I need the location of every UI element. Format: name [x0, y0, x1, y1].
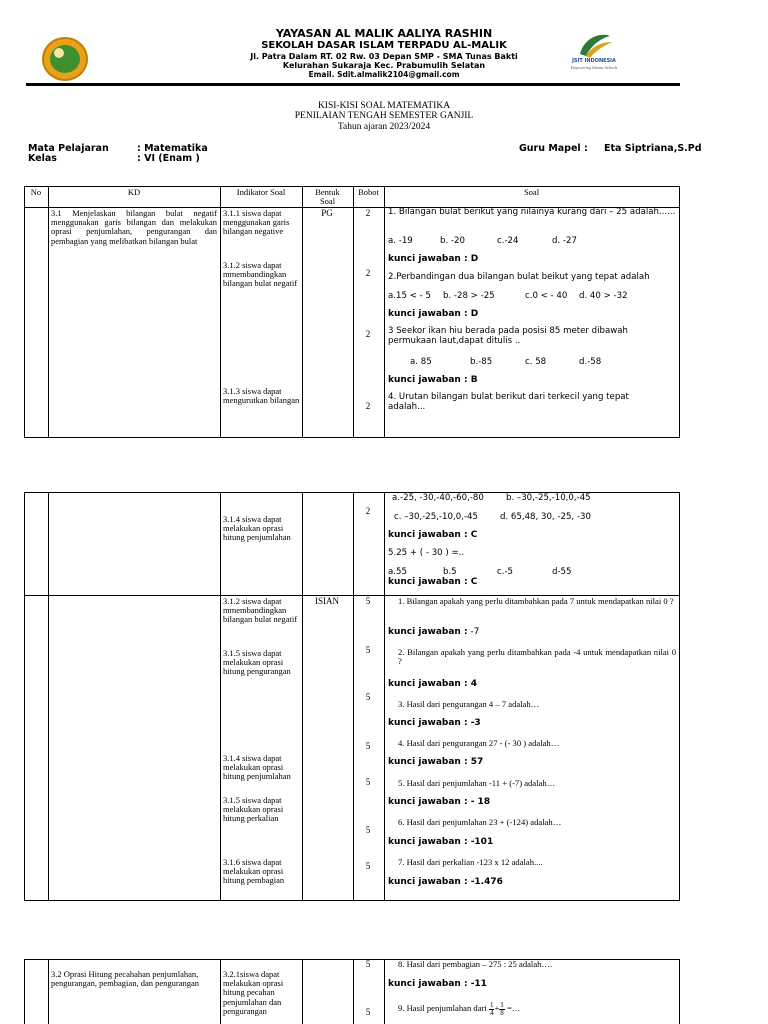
indikator-3-1-4: 3.1.4 siswa dapat melakukan oprasi hitung penjumlahan: [223, 753, 291, 782]
header-bentuk: Bentuk Soal: [315, 187, 340, 206]
indikator-3-1-6: 3.1.6 siswa dapat melakukan oprasi hitung pembagian: [223, 857, 285, 886]
isian-question-7: 7. Hasil dari perkalian -123 x 12 adalah....: [398, 857, 543, 867]
isian-answer-key-3: kunci jawaban : -3: [388, 718, 481, 728]
q2-option-b: b. -28 > -25: [443, 291, 495, 301]
q3-option-b: b.-85: [470, 357, 493, 367]
letterhead-divider: [26, 83, 680, 86]
q1-option-c: c.-24: [497, 236, 519, 246]
answer-key-5: kunci jawaban : C: [388, 577, 478, 587]
indikator-3-1-3: 3.1.3 siswa dapat mengurutkan bilangan: [223, 386, 300, 406]
answer-key-3: kunci jawaban : B: [388, 375, 478, 385]
school-address-1: Jl. Patra Dalam RT. 02 Rw. 03 Depan SMP - SMA Tunas Bakti: [250, 52, 518, 61]
indikator-3-1-1: 3.1.1 siswa dapat menggunakan garis bilangan negative: [223, 208, 290, 237]
header-bobot: Bobot: [358, 187, 379, 197]
q5-option-b: b.5: [443, 567, 457, 577]
isian-question-1: 1. Bilangan apakah yang perlu ditambahkan pada 7 untuk mendapatkan nilai 0 ?: [398, 596, 674, 606]
answer-key-1: kunci jawaban : D: [388, 254, 479, 264]
header-soal: Soal: [523, 187, 540, 197]
indikator-3-2-1: 3.2.1siswa dapat melakukan oprasi hitung pecahan penjumlahan dan pengurangan: [223, 969, 284, 1016]
jsit-logo-tagline: Empowering Islamic Schools: [570, 65, 618, 70]
teacher-label: Guru Mapel :: [519, 143, 588, 154]
kd-3-1: 3.1 Menjelaskan bilangan bulat negatif menggunakan garis bilangan dan melakukan oprasi penjumlahan, pengurangan dan pembagian yang melibatkan bilangan bulat: [51, 208, 217, 246]
answer-key-4: kunci jawaban : C: [388, 530, 478, 540]
teacher-value: Eta Siptriana,S.Pd: [604, 143, 702, 154]
question-1: 1. Bilangan bulat berikut yang nilainya kurang dari – 25 adalah......: [388, 207, 676, 217]
class-value: : VI (Enam ): [137, 153, 200, 164]
class-label: Kelas: [28, 153, 57, 164]
school-email: Email. Sdit.almalik2104@gmail.com: [308, 70, 460, 79]
isian-answer-key-4: kunci jawaban : 57: [388, 757, 484, 767]
doc-subtitle: PENILAIAN TENGAH SEMESTER GANJIL: [294, 111, 474, 121]
question-3: 3 Seekor ikan hiu berada pada posisi 85 meter dibawah permukaan laut,dapat ditulis ..: [388, 326, 628, 346]
bobot: 5: [365, 959, 371, 969]
q3-option-c: c. 58: [525, 357, 547, 367]
indikator-3-1-4: 3.1.4 siswa dapat melakukan oprasi hitung penjumlahan: [223, 514, 291, 543]
bobot: 5: [365, 645, 371, 655]
q4-option-d: d. 65,48, 30, -25, -30: [500, 512, 591, 522]
bobot: 2: [365, 208, 371, 218]
q4-option-a: a.-25, -30,-40,-60,-80: [392, 493, 484, 503]
isian-question-9: 9. Hasil penjumlahan dari $\frac{1}{4}$ + $\frac{1}{8}$ =…: [398, 1000, 521, 1017]
question-5: 5.25 + ( - 30 ) =..: [388, 548, 465, 558]
q2-option-a: a.15 < - 5: [388, 291, 431, 301]
question-2: 2.Perbandingan dua bilangan bulat beikut yang tepat adalah: [388, 272, 650, 282]
isian-question-5: 5. Hasil dari penjumlahan -11 + (-7) adalah…: [398, 778, 556, 788]
bobot: 2: [365, 506, 371, 516]
bobot: 5: [365, 777, 371, 787]
q4-option-b: b. –30,-25,-10,0,-45: [506, 493, 591, 503]
bobot: 2: [365, 329, 371, 339]
bentuk-pg: PG: [321, 208, 333, 218]
q3-option-d: d.-58: [579, 357, 602, 367]
bobot: 5: [365, 825, 371, 835]
bobot: 5: [365, 1007, 371, 1017]
indikator-3-1-5: 3.1.5 siswa dapat melakukan oprasi hitung pengurangan: [223, 648, 291, 677]
isian-question-8: 8. Hasil dari pembagian – 275 : 25 adalah….: [398, 959, 553, 969]
question-4: 4. Urutan bilangan bulat berikut dari terkecil yang tepat adalah...: [388, 392, 629, 412]
bobot: 5: [365, 741, 371, 751]
bobot: 5: [365, 692, 371, 702]
subject-value: : Matematika: [137, 143, 208, 154]
header-kd: KD: [127, 187, 141, 197]
kd-3-2: 3.2 Oprasi Hitung pecahahan penjumlahan, pengurangan, pembagian, dan pengurangan: [51, 969, 199, 989]
q2-option-c: c.0 < - 40: [525, 291, 568, 301]
q3-option-a: a. 85: [410, 357, 432, 367]
q4-option-c: c. –30,-25,-10,0,-45: [394, 512, 478, 522]
school-logo-left: [42, 37, 88, 81]
school-address-2: Kelurahan Sukaraja Kec. Prabumulih Selatan: [282, 61, 486, 70]
bobot: 5: [365, 861, 371, 871]
q2-option-d: d. 40 > -32: [579, 291, 628, 301]
fraction-one-eighth: $\frac{1}{8}$: [500, 1000, 504, 1017]
bentuk-isian: ISIAN: [315, 596, 339, 606]
isian-answer-key-2: kunci jawaban : 4: [388, 679, 477, 689]
fraction-one-quarter: $\frac{1}{4}$: [489, 1000, 494, 1017]
isian-question-3: 3. Hasil dari pengurangan 4 – 7 adalah…: [398, 699, 540, 709]
indikator-3-1-2: 3.1.2 siswa dapat mmembandingkan bilangan bulat negatif: [223, 260, 298, 289]
isian-answer-key-1: kunci jawaban : -7: [388, 627, 480, 637]
q5-option-a: a.55: [388, 567, 407, 577]
isian-question-4: 4. Hasil dari pengurangan 27 - (- 30 ) adalah…: [398, 738, 560, 748]
bobot: 2: [365, 268, 371, 278]
header-no: No: [30, 187, 42, 197]
doc-year: Tahun ajaran 2023/2024: [337, 122, 431, 132]
isian-answer-key-6: kunci jawaban : -101: [388, 837, 494, 847]
school-name: SEKOLAH DASAR ISLAM TERPADU AL-MALIK: [261, 40, 507, 51]
q1-option-a: a. -19: [388, 236, 413, 246]
subject-label: Mata Pelajaran: [28, 143, 109, 154]
bobot: 2: [365, 401, 371, 411]
isian-answer-key-5: kunci jawaban : - 18: [388, 797, 491, 807]
indikator-3-1-5-perkalian: 3.1.5 siswa dapat melakukan oprasi hitung perkalian: [223, 795, 284, 824]
q5-option-c: c.-5: [497, 567, 514, 577]
answer-key-2: kunci jawaban : D: [388, 309, 479, 319]
foundation-name: YAYASAN AL MALIK AALIYA RASHIN: [275, 27, 493, 40]
header-indikator: Indikator Soal: [236, 187, 286, 197]
bobot: 5: [365, 596, 371, 606]
indikator-3-1-2: 3.1.2 siswa dapat mmembandingkan bilangan bulat negatif: [223, 596, 298, 625]
doc-title: KISI-KISI SOAL MATEMATIKA: [317, 101, 451, 111]
isian-answer-key-8: kunci jawaban : -11: [388, 979, 487, 989]
isian-answer-key-7: kunci jawaban : -1.476: [388, 877, 503, 887]
q5-option-d: d-55: [552, 567, 572, 577]
q1-option-b: b. -20: [440, 236, 465, 246]
jsit-logo-text: JSIT INDONESIA: [572, 58, 616, 64]
isian-question-2: 2. Bilangan apakah yang perlu ditambahkan pada -4 untuk mendapatkan nilai 0 ?: [398, 647, 676, 667]
isian-question-6: 6. Hasil dari penjumlahan 23 + (-124) adalah…: [398, 817, 562, 827]
q1-option-d: d. -27: [552, 236, 577, 246]
jsit-logo: [566, 28, 622, 72]
